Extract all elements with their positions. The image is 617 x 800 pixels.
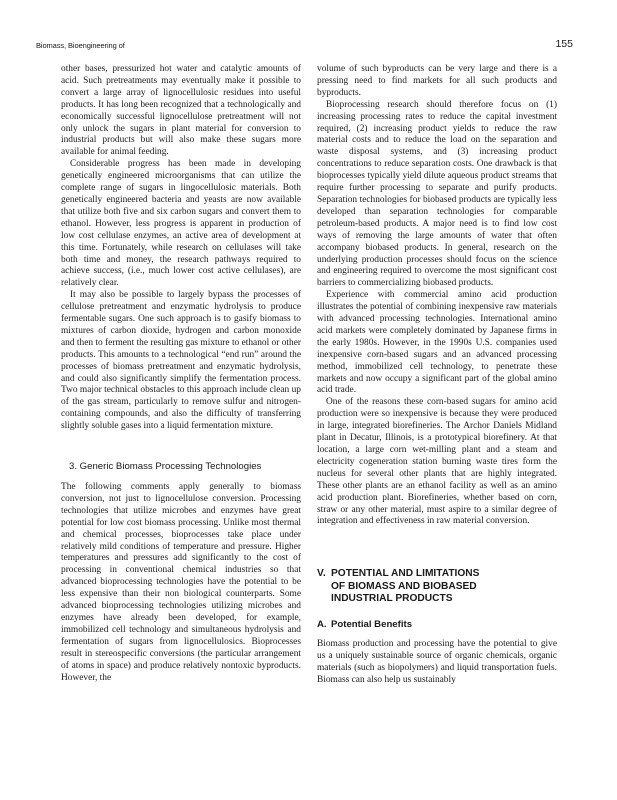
paragraph: other bases, pressurized hot water and catalytic amounts of acid. Such pretreatments may eventually make it possible to convert a large array of lignocellulosic residues into useful products. It has long been recognized that a technologically and economically successful lignocellulose pretreatment will not only unlock the sugars in plant material for conversion to industrial products but will also make these sugars more available for animal feeding. xyxy=(61,64,301,158)
section-title-line: INDUSTRIAL PRODUCTS xyxy=(331,592,453,604)
paragraph: volume of such byproducts can be very large and there is a pressing need to find markets for all such products and byproducts. xyxy=(317,64,557,98)
paragraph: Considerable progress has been made in developing genetically engineered microorganisms that can utilize the complete range of sugars in lingocellulosic materials. Both genetically engineered bacteria and yeasts are now available that utilize both five and six carbon sugars and convert them to ethanol. However, less progress is apparent in production of low cost cellulase enzymes, an active area of development at this time. Fortunately, while research on cellulases will take both time and money, the research pathways required to achieve success, (i.e., much lower cost active cellulases), are relatively clear. xyxy=(61,159,301,289)
page-number: 155 xyxy=(555,38,573,50)
page-header xyxy=(36,38,573,52)
section-title-line: POTENTIAL AND LIMITATIONS xyxy=(331,568,480,580)
paragraph: The following comments apply generally to biomass conversion, not just to lignocellulose conversion. Processing technologies that utilize microbes and enzymes have great potential for low cost biomass processing. Unlike most thermal and chemical processes, bioprocesses take place under relatively mild conditions of temperature and pressure. Higher temperatures and pressures add significantly to the cost of processing in conventional chemical industries so that advanced bioprocessing technologies have the potential to be less expensive than their non biological counterparts. Some advanced bioprocessing technologies utilizing microbes and enzymes have already been developed, for example, immobilized cell technology and simultaneous hydrolysis and fermentation of sugars from lignocellulosics. Bioprocesses result in stereospecific conversions (the particular arrangement of atoms in space) and produce relatively nontoxic byproducts. However, the xyxy=(61,482,301,683)
section-title-line: OF BIOMASS AND BIOBASED xyxy=(331,580,477,592)
subsection-heading: 3. Generic Biomass Processing Technologies xyxy=(69,461,262,473)
section-number: V. xyxy=(317,568,326,580)
subsection-number: A. xyxy=(317,618,327,630)
left-column xyxy=(61,64,301,684)
paragraph: One of the reasons these corn-based sugars for amino acid production were so inexpensive is because they were produced in large, integrated biorefineries. The Archor Daniels Midland plant in Decatur, Illinois, is a prototypical biorefinery. At that location, a large corn wet-milling plant and a steam and electricity cogeneration station burning waste tires form the nucleus for several other plants that are highly integrated. These other plants are an ethanol facility as well as an amino acid production plant. Biorefineries, whether based on corn, straw or any other material, must aspire to a similar degree of integration and effectiveness in raw material conversion. xyxy=(317,397,557,527)
running-head: Biomass, Bioengineering of xyxy=(36,41,125,50)
paragraph: Biomass production and processing have the potential to give us a uniquely sustainable source of organic chemicals, organic materials (such as biopolymers) and liquid transportation fuels. Biomass can also help us sustainably xyxy=(317,638,557,685)
right-column xyxy=(317,64,557,686)
paragraph: Experience with commercial amino acid production illustrates the potential of combining inexpensive raw materials with advanced processing technologies. International amino acid markets were completely dominated by Japanese firms in the early 1980s. However, in the 1990s U.S. companies used inexpensive corn-based sugars and an advanced processing method, immobilized cell technology, to penetrate these markets and now occupy a significant part of the global amino acid trade. xyxy=(317,290,557,396)
paragraph: It may also be possible to largely bypass the processes of cellulose pretreatment and enzymatic hydrolysis to produce fermentable sugars. One such approach is to gasify biomass to mixtures of carbon dioxide, hydrogen and carbon monoxide and then to ferment the resulting gas mixture to ethanol or other products. This amounts to a technological “end run” around the processes of biomass pretreatment and enzymatic hydrolysis, and could also significantly simplify the fermentation process. Two major technical obstacles to this approach include clean up of the gas stream, particularly to remove sulfur and nitrogen-containing compounds, and also the difficulty of transferring slightly soluble gases into a liquid fermentation mixture. xyxy=(61,290,301,432)
subsection-title: Potential Benefits xyxy=(331,618,413,630)
paragraph: Bioprocessing research should therefore focus on (1) increasing processing rates to reduce the capital investment required, (2) increasing product yields to reduce the raw material costs and to reduce the load on the separation and waste disposal systems, and (3) increasing product concentrations to reduce separation costs. One drawback is that bioprocesses typically yield dilute aqueous product streams that require further processing to separate and purify products. Separation technologies for biobased products are typically less developed than separation technologies for comparable petroleum-based products. A major need is to find low cost ways of removing the large amounts of water that often accompany biobased products. In general, research on the underlying production processes should focus on the science and engineering required to overcome the most significant cost barriers to commercializing biobased products. xyxy=(317,99,557,289)
subsection-heading xyxy=(317,619,557,631)
section-heading xyxy=(317,568,557,605)
